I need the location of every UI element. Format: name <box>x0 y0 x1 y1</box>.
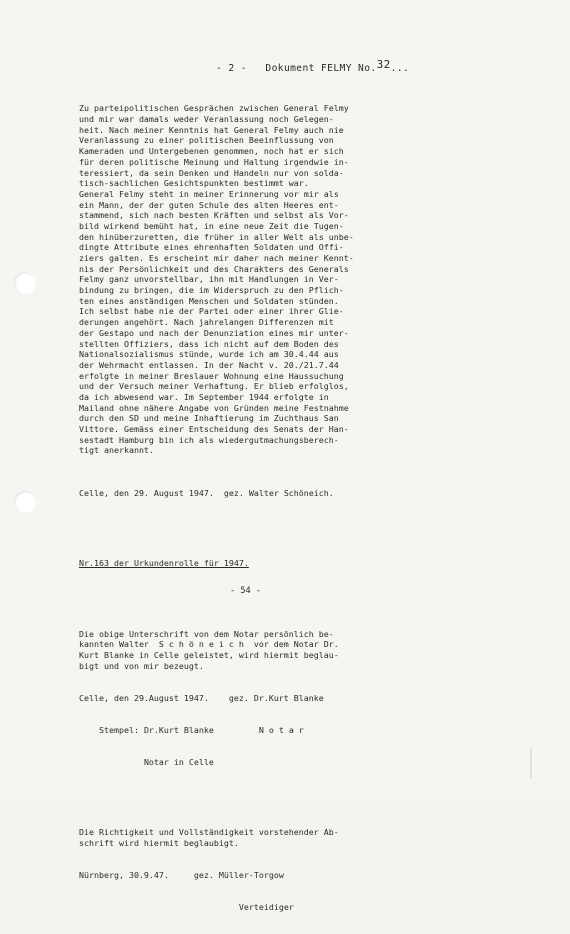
certify-signature: gez. Müller-Torgow <box>193 869 284 880</box>
document-body <box>79 82 489 934</box>
document-number: 32 <box>376 58 391 71</box>
certify-place-date: Nürnberg, 30.9.47. <box>79 869 169 880</box>
page-number: - 54 - <box>230 586 262 596</box>
statement-line: stammend, sich nach besten Kräften und selbst als Vor- <box>79 210 349 221</box>
statement-line: tisch-sachlichen Gesichtspunkten bestimmt war. <box>79 178 309 189</box>
certify-title-line <box>79 902 489 913</box>
statement-line: der Wehrmacht entlassen. In der Nacht v. 20./21.7.44 <box>79 359 339 370</box>
notary-line: Die obige Unterschrift von dem Notar persönlich be- <box>79 628 334 639</box>
notary-line: kannten Walter S c h ö n e i c h vor dem Notar Dr. <box>79 639 339 650</box>
document-label: Dokument FELMY No. <box>265 63 377 74</box>
statement-line: General Felmy steht in meiner Erinnerung vor mir als <box>79 188 339 199</box>
stamp-line-2 <box>79 757 489 768</box>
statement-line: teressiert, da sein Denken und Handeln nur von solda- <box>79 167 344 178</box>
notary-line: bigt und von mir bezeugt. <box>79 660 204 671</box>
notary-title: N o t a r <box>258 724 304 735</box>
statement-line: nis der Persönlichkeit und des Charakters des Generals <box>79 263 349 274</box>
signature-line <box>79 488 489 499</box>
statement-line: und der Versuch meiner Verhaftung. Er blieb erfolglos, <box>79 381 349 392</box>
certify-line: Die Richtigkeit und Vollständigkeit vorstehender Ab- <box>79 827 339 838</box>
statement-line: Felmy ganz unvorstellbar, ihn mit Handlungen in Ver- <box>79 274 339 285</box>
statement-line: tigt anerkannt. <box>79 445 154 456</box>
statement-line: Kameraden und Untergebenen genommen, noch hat er sich <box>79 146 344 157</box>
statement-line: ein Mann, der der guten Schule des alten Heeres ent- <box>79 199 339 210</box>
statement-line: stellten Offiziers, dass ich nicht auf dem Boden des <box>79 338 339 349</box>
notary-signature: gez. Dr.Kurt Blanke <box>228 692 324 703</box>
statement-line: Nationalsozialismus stünde, wurde ich am 30.4.44 aus <box>79 349 339 360</box>
page-marker: - 2 - <box>216 63 247 74</box>
statement-line: erfolgte in meiner Breslauer Wohnung eine Haussuchung <box>79 370 344 381</box>
punch-hole-top <box>14 272 36 294</box>
statement-line: Veranlassung zu einer politischen Beeinflussung von <box>79 135 334 146</box>
statement-line: Zu parteipolitischen Gesprächen zwischen General Felmy <box>79 103 349 114</box>
certify-sign-line <box>79 870 489 881</box>
register-heading: Nr.163 der Urkundenrolle für 1947. <box>79 558 249 569</box>
certification-paragraph <box>79 827 489 848</box>
stamp-text-2: Notar in Celle <box>143 756 214 767</box>
statement-line: heit. Nach meiner Kenntnis hat General Felmy auch nie <box>79 124 344 135</box>
statement-line: für deren politische Meinung und Haltung irgendwie in- <box>79 156 349 167</box>
statement-line: Ich selbst habe nie der Partei oder einer ihrer Glie- <box>79 306 344 317</box>
notary-place-date: Celle, den 29.August 1947. <box>79 692 209 703</box>
certify-title: Verteidiger <box>238 902 294 913</box>
header-suffix: ... <box>390 63 410 74</box>
statement-paragraph <box>79 103 489 456</box>
statement-line: ten eines anständigen Menschen und Soldaten stünden. <box>79 295 339 306</box>
notary-sign-line <box>79 693 489 704</box>
statement-line: und mir war damals weder Veranlassung noch Gelegen- <box>79 114 334 125</box>
statement-line: Vittore. Gemäss einer Entscheidung des Senats der Han- <box>79 424 349 435</box>
statement-line: bindung zu bringen, die im Widerspruch zu den Pflich- <box>79 285 344 296</box>
stamp-text: Stempel: Dr.Kurt Blanke <box>98 724 214 735</box>
statement-line: der Gestapo und nach der Denunziation eines mir unter- <box>79 327 349 338</box>
scan-edge-mark <box>510 748 532 778</box>
stamp-line <box>79 725 489 736</box>
notary-line: Kurt Blanke in Celle geleistet, wird hiermit beglau- <box>79 649 339 660</box>
statement-line: den hinüberzuretten, die früher in aller Welt als unbe- <box>79 231 354 242</box>
statement-line: Mailand ohne nähere Angabe von Gründen meine Festnahme <box>79 402 349 413</box>
statement-line: dingte Attribute eines ehrenhaften Soldaten und Offi- <box>79 242 344 253</box>
statement-line: durch den SD und meine Inhaftierung im Zuchthaus San <box>79 413 339 424</box>
page-header <box>216 58 410 74</box>
certify-line: schrift wird hiermit beglaubigt. <box>79 837 239 848</box>
statement-line: ziers galten. Es erscheint mir daher nach meiner Kennt- <box>79 253 354 264</box>
statement-line: bild wirkend bemüht hat, in eine neue Zeit die Tugen- <box>79 220 344 231</box>
statement-line: da ich abwesend war. Im September 1944 erfolgte in <box>79 391 329 402</box>
statement-line: derungen angehört. Nach jahrelangen Differenzen mit <box>79 317 334 328</box>
sign-place-date: Celle, den 29. August 1947. <box>79 488 214 499</box>
statement-line: sestadt Hamburg bin ich als wiedergutmachungsberech- <box>79 434 339 445</box>
sign-name: gez. Walter Schöneich. <box>223 488 334 499</box>
punch-hole-bottom <box>14 491 36 513</box>
notary-paragraph <box>79 629 489 672</box>
